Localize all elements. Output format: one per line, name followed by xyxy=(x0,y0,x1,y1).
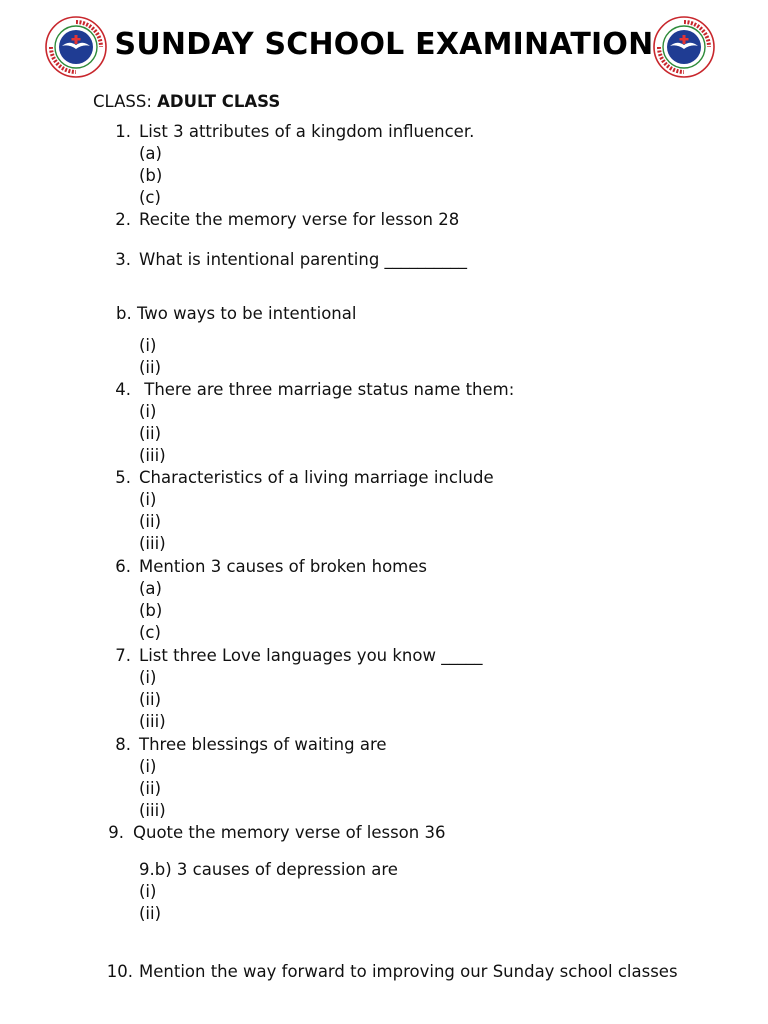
question-text: There are three marriage status name them: xyxy=(139,380,515,399)
answer-option: (ii) xyxy=(139,358,162,377)
question-text: List 3 attributes of a kingdom influencer. xyxy=(139,122,475,141)
question-number: 3. xyxy=(115,250,131,269)
question-text: Three blessings of waiting are xyxy=(139,735,387,754)
question-text: Characteristics of a living marriage include xyxy=(139,468,494,487)
question-number: 9. xyxy=(108,823,124,842)
answer-option: (a) xyxy=(139,144,162,163)
question-number: 1. xyxy=(115,122,131,141)
answer-option: (ii) xyxy=(139,904,162,923)
class-value: ADULT CLASS xyxy=(157,92,281,111)
question-text: Mention the way forward to improving our Sunday school classes xyxy=(139,962,678,981)
answer-option: (i) xyxy=(139,402,157,421)
answer-option: (b) xyxy=(139,166,163,185)
answer-option: (i) xyxy=(139,668,157,687)
answer-option: (c) xyxy=(139,188,161,207)
question-number: 10. xyxy=(106,962,133,981)
answer-option: (ii) xyxy=(139,690,162,709)
answer-option: (ii) xyxy=(139,779,162,798)
answer-option: (ii) xyxy=(139,424,162,443)
answer-option: (iii) xyxy=(139,712,166,731)
answer-option: (i) xyxy=(139,336,157,355)
question-number: 5. xyxy=(115,468,131,487)
class-line xyxy=(93,92,280,112)
answer-option: (i) xyxy=(139,757,157,776)
answer-option: (a) xyxy=(139,579,162,598)
question-text: What is intentional parenting __________ xyxy=(139,250,468,269)
answer-option: (ii) xyxy=(139,512,162,531)
question-number: 2. xyxy=(115,210,131,229)
question-number: 4. xyxy=(115,380,131,399)
page-title: SUNDAY SCHOOL EXAMINATION xyxy=(114,27,654,62)
answer-option: (c) xyxy=(139,623,161,642)
question-number: 7. xyxy=(115,646,131,665)
answer-option: (b) xyxy=(139,601,163,620)
answer-option: (iii) xyxy=(139,446,166,465)
question-text: Quote the memory verse of lesson 36 xyxy=(133,823,446,842)
question-number: 8. xyxy=(115,735,131,754)
question-number: 6. xyxy=(115,557,131,576)
answer-option: (iii) xyxy=(139,534,166,553)
question-3b: b. Two ways to be intentional xyxy=(116,304,357,323)
answer-option: (i) xyxy=(139,882,157,901)
answer-option: (iii) xyxy=(139,801,166,820)
answer-option: (i) xyxy=(139,490,157,509)
question-text: List three Love languages you know _____ xyxy=(139,646,483,665)
question-9b: 9.b) 3 causes of depression are xyxy=(139,860,398,879)
class-label: CLASS: xyxy=(93,92,152,111)
question-text: Recite the memory verse for lesson 28 xyxy=(139,210,460,229)
question-text: Mention 3 causes of broken homes xyxy=(139,557,428,576)
